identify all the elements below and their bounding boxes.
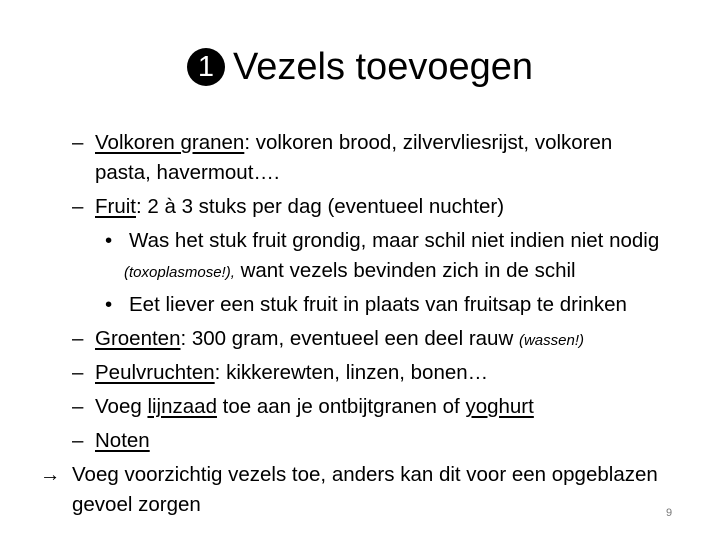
arrow-item-line1: Voeg voorzichtig vezels toe, anders kan dit voor een opgeblazen [72, 463, 658, 486]
page-number: 9 [666, 507, 673, 519]
fruit-wash-cont-text: want vezels bevinden zich in de schil [234, 259, 576, 282]
dash-marker: – [72, 131, 84, 154]
slide-title [0, 40, 720, 94]
dash-marker: – [72, 395, 84, 418]
dash-marker: – [72, 361, 84, 384]
sub-item-fruit-wash-cont [124, 256, 576, 288]
list-item-peulvruchten [95, 358, 488, 388]
sub-item-fruit-juice: Eet liever een stuk fruit in plaats van fruitsap te drinken [129, 293, 627, 316]
term-volkoren-granen: Volkoren granen [95, 131, 245, 154]
title-text: Vezels toevoegen [232, 46, 533, 88]
term-lijnzaad: lijnzaad [147, 395, 217, 418]
fruit-text: : 2 à 3 stuks per dag (eventueel nuchter) [136, 195, 505, 218]
voeg-text-b: toe aan je ontbijtgranen of [216, 395, 466, 418]
list-item-lijnzaad [95, 392, 534, 422]
wassen-note: (wassen!) [518, 332, 584, 349]
arrow-marker: → [40, 463, 61, 486]
term-noten: Noten [95, 429, 150, 452]
list-item-noten [95, 426, 150, 456]
bullet-marker: • [105, 229, 113, 252]
dash-marker: – [72, 429, 84, 452]
voeg-text-a: Voeg [95, 395, 148, 418]
sub-item-fruit-wash: Was het stuk fruit grondig, maar schil niet indien niet nodig [129, 229, 660, 252]
toxoplasmose-note: (toxoplasmose!), [124, 264, 235, 281]
title-number-badge: 1 [187, 48, 225, 86]
peulvruchten-text: : kikkerewten, linzen, bonen… [214, 361, 489, 384]
list-item-fruit [95, 192, 504, 222]
volkoren-text: : volkoren brood, zilvervliesrijst, volkoren [244, 131, 613, 154]
term-groenten: Groenten [95, 327, 181, 350]
groenten-text: : 300 gram, eventueel een deel rauw [180, 327, 519, 350]
bullet-marker: • [105, 293, 113, 316]
dash-marker: – [72, 195, 84, 218]
term-yoghurt: yoghurt [465, 395, 534, 418]
term-fruit: Fruit [95, 195, 136, 218]
term-peulvruchten: Peulvruchten [95, 361, 215, 384]
list-item-groenten [95, 324, 584, 356]
volkoren-continuation: pasta, havermout…. [95, 161, 280, 184]
dash-marker: – [72, 327, 84, 350]
arrow-item-line2: gevoel zorgen [72, 493, 201, 516]
list-item-volkoren [95, 128, 612, 158]
